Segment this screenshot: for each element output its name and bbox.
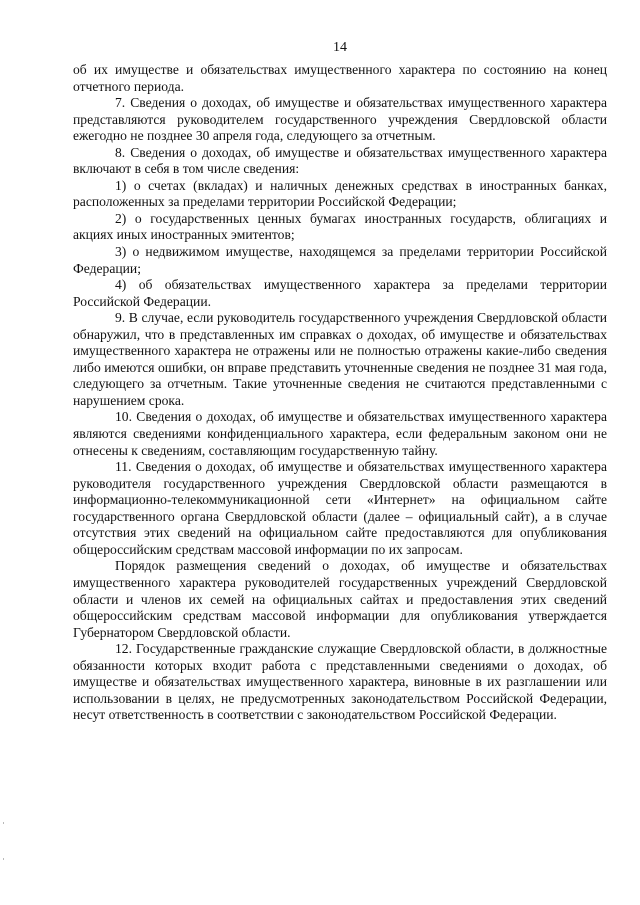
paragraph-subitem-4: 4) об обязательствах имущественного характера за пределами территории Российской Федерации. [73,277,607,309]
paragraph-item-12: 12. Государственные гражданские служащие Свердловской области, в должностные обязанности которых входит работа с представленными сведениями о доходах, об имуществе и обязательствах имущественного характера, виновные в их разглашении или использовании в целях, не предусмотренных законодательством Российской Федерации, несут ответственность в соответствии с законодательством Российской Федерации. [73,641,607,723]
paragraph-placement-procedure: Порядок размещения сведений о доходах, об имуществе и обязательствах имущественного характера руководителей государственных учреждений Свердловской области и членов их семей на официальных сайтах и предоставления этих сведений общероссийским средствам массовой информации для опубликования утверждается Губернатором Свердловской области. [73,558,607,640]
paragraph-subitem-1: 1) о счетах (вкладах) и наличных денежных средствах в иностранных банках, расположенных за пределами территории Российской Федерации; [73,177,607,210]
page-number: 14 [333,40,347,55]
paragraph-item-10: 10. Сведения о доходах, об имуществе и обязательствах имущественного характера являются сведениями конфиденциального характера, если федеральным законом они не отнесены к сведениям, составляющим государственную тайну. [73,409,607,458]
paragraph-item-9: 9. В случае, если руководитель государственного учреждения Свердловской области обнаружил, что в представленных им справках о доходах, об имуществе и обязательствах имущественного характера не отражены или не полностью отражены какие-либо сведения либо имеются ошибки, он вправе представить уточненные сведения не позднее 31 мая года, следующего за отчетным. Такие уточненные сведения не считаются представленными с нарушением срока. [73,310,607,408]
paragraph-item-11: 11. Сведения о доходах, об имуществе и обязательствах имущественного характера руководителя государственного учреждения Свердловской области размещаются в информационно-телекоммуникационной сети «Интернет» на официальном сайте государственного органа Свердловской области (далее – официальный сайт), а в случае отсутствия этих сведений на официальном сайте предоставляются для опубликования общероссийским средствам массовой информации по их запросам. [73,459,607,557]
document-page [73,38,607,724]
scan-edge-mark [3,858,4,860]
paragraph-item-8: 8. Сведения о доходах, об имуществе и обязательствах имущественного характера включают в себя в том числе сведения: [73,144,607,177]
paragraph-continuation: об их имуществе и обязательствах имущественного характера по состоянию на конец отчетного периода. [73,62,607,94]
paragraph-subitem-2: 2) о государственных ценных бумагах иностранных государств, облигациях и акциях иных иностранных эмитентов; [73,210,607,243]
scan-edge-mark [3,822,4,824]
paragraph-subitem-3: 3) о недвижимом имуществе, находящемся за пределами территории Российской Федерации; [73,244,607,276]
paragraph-item-7: 7. Сведения о доходах, об имуществе и обязательствах имущественного характера представляются руководителем государственного учреждения Свердловской области ежегодно не позднее 30 апреля года, следующего за отчетным. [73,95,607,144]
